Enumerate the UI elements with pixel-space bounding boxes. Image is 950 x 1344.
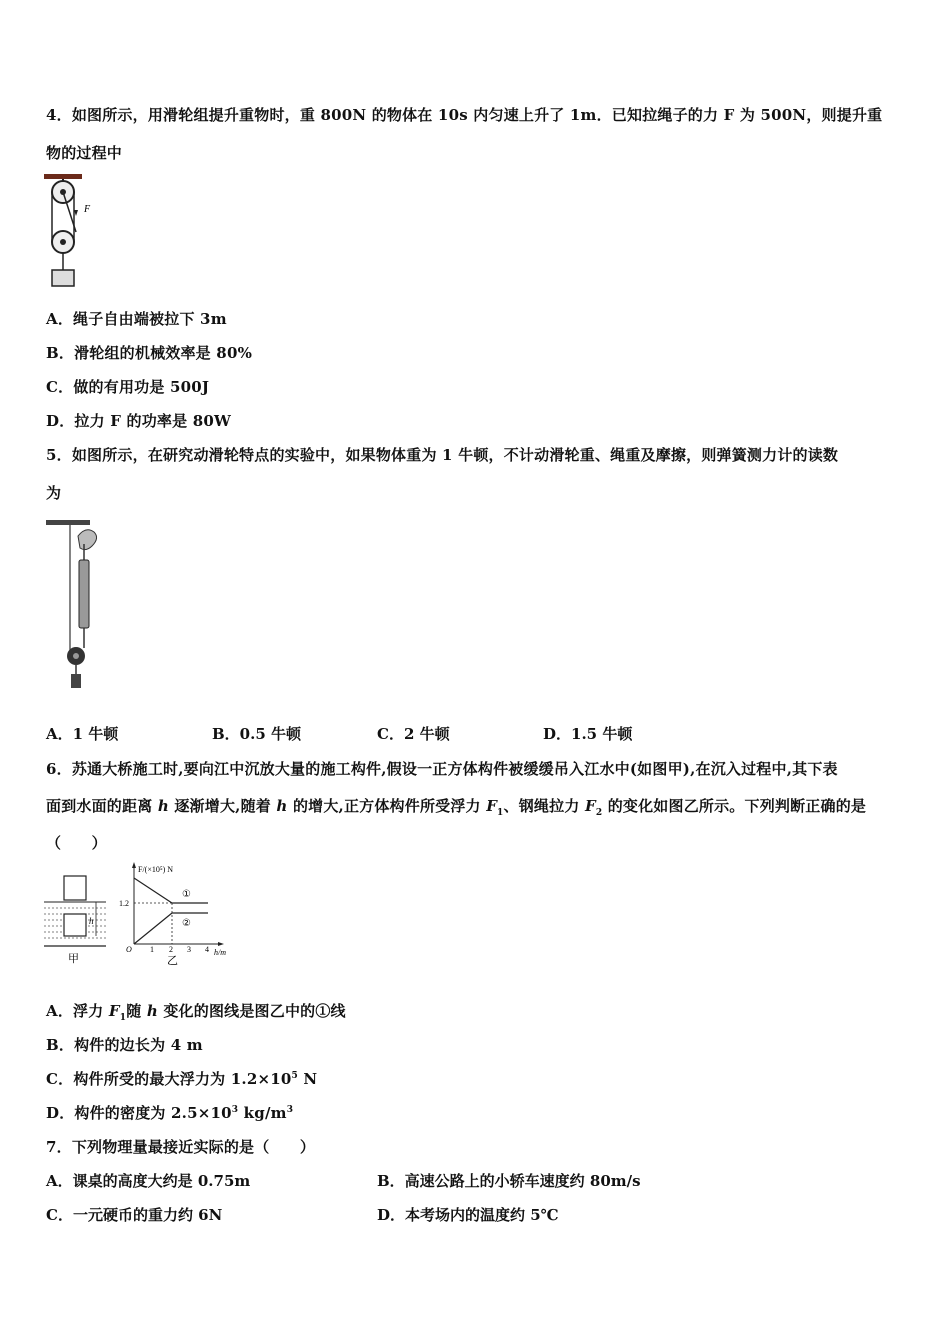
- x-tick-origin: O: [126, 945, 132, 954]
- q6-option-d: D．构件的密度为 $2.5\times 10^3$ $kg/m^3$: [46, 1104, 294, 1122]
- spring-scale: [79, 560, 89, 628]
- depth-h-label: h: [89, 916, 94, 926]
- q7-option-c: C．一元硬币的重力约 6N: [46, 1206, 223, 1224]
- q7-option-a: A．课桌的高度大约是 0.75m: [46, 1172, 251, 1190]
- y-axis-label: F/(×10⁵) N: [138, 865, 174, 874]
- weight-block: [71, 674, 81, 688]
- q7-option-d: D．本考场内的温度约 5℃: [377, 1206, 559, 1224]
- support-bar: [46, 520, 90, 525]
- q5-stem-line1: 5．如图所示，在研究动滑轮特点的实验中，如果物体重为 1 牛顿，不计动滑轮重、绳重及摩擦，则弹簧测力计的读数: [46, 446, 839, 464]
- force-label: F: [84, 204, 91, 215]
- q7-stem: 7．下列物理量最接近实际的是（ ）: [46, 1138, 316, 1156]
- q4-stem-line1: 4．如图所示，用滑轮组提升重物时，重 800N 的物体在 10s 内匀速上升了 1m．已知拉绳子的力 F 为 500N，则提升重: [46, 106, 883, 124]
- q5-option-c: C．2 牛顿: [377, 725, 450, 743]
- curve-2-label: ②: [182, 918, 191, 929]
- cube-in-water: [64, 914, 86, 936]
- q6-option-c: C．构件所受的最大浮力为 $1.2\times 10^5$ N: [46, 1070, 318, 1088]
- q5-option-b: B．0.5 牛顿: [212, 725, 301, 743]
- ceiling-bar: [44, 174, 82, 179]
- q5-stem-line2: 为: [46, 484, 62, 502]
- q4-option-b: B．滑轮组的机械效率是 80%: [46, 344, 253, 362]
- q6-figure-yi-graph: [116, 860, 242, 968]
- fig-jia-label: 甲: [68, 952, 79, 964]
- hand-icon: [78, 530, 97, 550]
- q5-spring-scale-figure: [42, 516, 112, 694]
- q5-option-a: A．1 牛顿: [46, 725, 119, 743]
- q4-option-c: C．做的有用功是 500J: [46, 378, 210, 396]
- q6-option-b: B．构件的边长为 4 m: [46, 1036, 203, 1054]
- x-tick-4: 4: [205, 945, 209, 954]
- q4-option-d: D．拉力 F 的功率是 80W: [46, 412, 232, 430]
- weight-block: [52, 270, 74, 286]
- q6-stem-line2: 面到水面的距离 h 逐渐增大,随着 h 的增大,正方体构件所受浮力 $F_1$、钢绳拉力 $F_2$ 的变化如图乙所示。下列判断正确的是: [46, 797, 867, 818]
- q6-stem-line3: （ ）: [46, 834, 107, 852]
- curve-1-label: ①: [182, 889, 191, 900]
- x-tick-3: 3: [187, 945, 191, 954]
- q6-stem-line1: 6．苏通大桥施工时,要向江中沉放大量的施工构件,假设一正方体构件被缓缓吊入江水中(如图甲),在沉入过程中,其下表: [46, 760, 838, 778]
- x-tick-2: 2: [169, 945, 173, 954]
- x-axis-label: h/m: [214, 948, 226, 957]
- x-tick-1: 1: [150, 945, 154, 954]
- fig-yi-label: 乙: [167, 954, 178, 967]
- q6-figure-jia: [42, 862, 110, 964]
- y-tick-1.2: 1.2: [119, 899, 129, 908]
- q6-option-a: A．浮力 $F_1$随 h 变化的图线是图乙中的①线: [46, 1002, 346, 1023]
- q4-option-a: A．绳子自由端被拉下 3m: [46, 310, 227, 328]
- q4-stem-line2: 物的过程中: [46, 144, 123, 162]
- q4-pulley-figure: [40, 172, 110, 290]
- curve-1: [134, 878, 208, 903]
- q7-option-b: B．高速公路上的小轿车速度约 80m/s: [377, 1172, 641, 1190]
- cube-above-water: [64, 876, 86, 900]
- curve-2: [134, 913, 208, 944]
- q5-option-d: D．1.5 牛顿: [543, 725, 633, 743]
